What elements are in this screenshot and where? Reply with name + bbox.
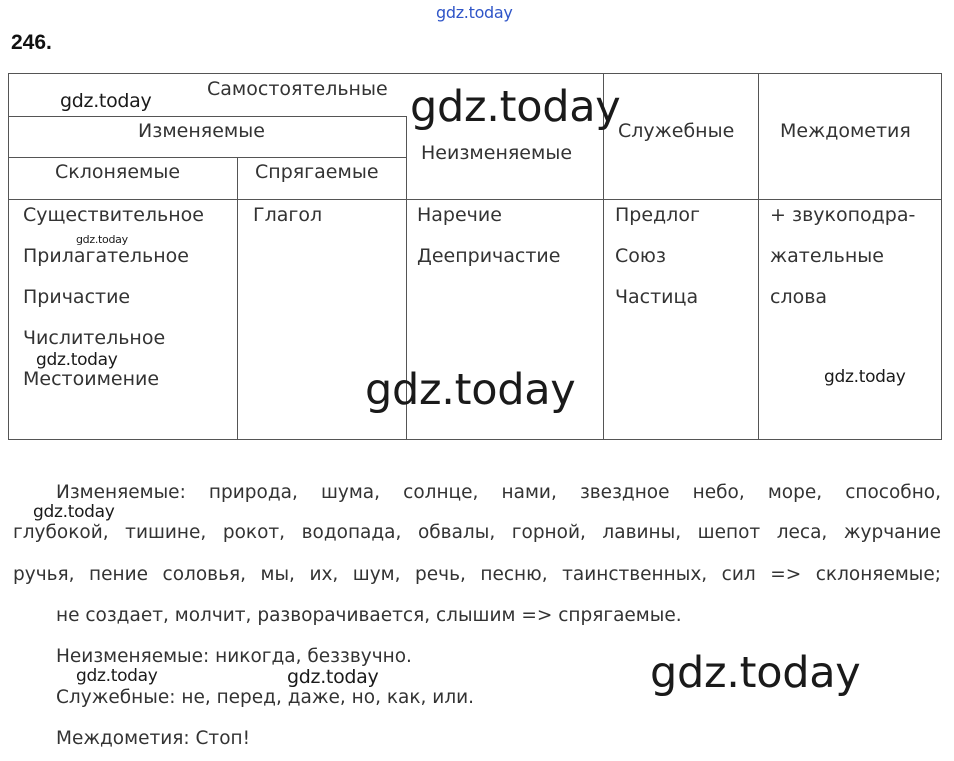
watermark: gdz.today (33, 502, 115, 522)
answer-line-7: Междометия: Стоп! (56, 728, 251, 749)
header-declinable: Склоняемые (55, 161, 181, 183)
table-line-under-header (8, 199, 942, 200)
watermark: gdz.today (824, 367, 906, 387)
header-independent: Самостоятельные (207, 78, 388, 100)
table-border-right (941, 73, 942, 440)
header-unchangeable: Неизменяемые (421, 142, 573, 164)
table-line-under-changeable (8, 157, 406, 158)
table-line-under-independent (8, 116, 406, 117)
watermark-top: gdz.today (436, 3, 513, 22)
watermark: gdz.today (410, 82, 621, 132)
interjection-item: + звукоподра- (770, 204, 916, 226)
answer-line-6: Служебные: не, перед, даже, но, как, или. (56, 687, 475, 708)
watermark: gdz.today (36, 350, 118, 370)
declinable-item: Существительное (23, 204, 204, 226)
service-item: Предлог (615, 204, 700, 226)
watermark: gdz.today (365, 365, 576, 415)
declinable-item: Причастие (23, 286, 131, 308)
watermark: gdz.today (650, 648, 861, 698)
declinable-item: Числительное (23, 327, 166, 349)
table-border-top (8, 73, 942, 74)
table-col-line-1 (237, 157, 238, 440)
answer-line-2: глубокой, тишине, рокот, водопада, обвалы, горной, лавины, шепот леса, журчание (13, 522, 941, 543)
service-item: Частица (615, 286, 699, 308)
table-col-line-4 (758, 73, 759, 440)
interjection-item: слова (770, 286, 828, 308)
answer-line-3: ручья, пение соловья, мы, их, шум, речь, песню, таинственных, сил => склоняемые; (13, 564, 941, 585)
watermark: gdz.today (76, 233, 128, 246)
table-border-left (8, 73, 9, 440)
table-border-bottom (8, 439, 942, 440)
watermark: gdz.today (287, 666, 379, 688)
task-number: 246. (11, 31, 52, 54)
answer-line-5: Неизменяемые: никогда, беззвучно. (56, 646, 412, 667)
declinable-item: Местоимение (23, 368, 160, 390)
header-interjections: Междометия (780, 120, 911, 142)
header-service: Служебные (618, 120, 735, 142)
service-item: Союз (615, 245, 666, 267)
answer-line-4: не создает, молчит, разворачивается, слышим => спрягаемые. (56, 605, 682, 626)
header-conjugable: Спрягаемые (255, 161, 379, 183)
watermark: gdz.today (76, 666, 158, 686)
answer-line-1: Изменяемые: природа, шума, солнце, нами, звездное небо, море, способно, (56, 482, 941, 503)
interjection-item: жательные (770, 245, 884, 267)
watermark: gdz.today (60, 90, 152, 112)
header-changeable: Изменяемые (138, 120, 265, 142)
unchangeable-item: Наречие (417, 204, 502, 226)
declinable-item: Прилагательное (23, 245, 189, 267)
conjugable-item: Глагол (253, 204, 323, 226)
unchangeable-item: Деепричастие (417, 245, 561, 267)
